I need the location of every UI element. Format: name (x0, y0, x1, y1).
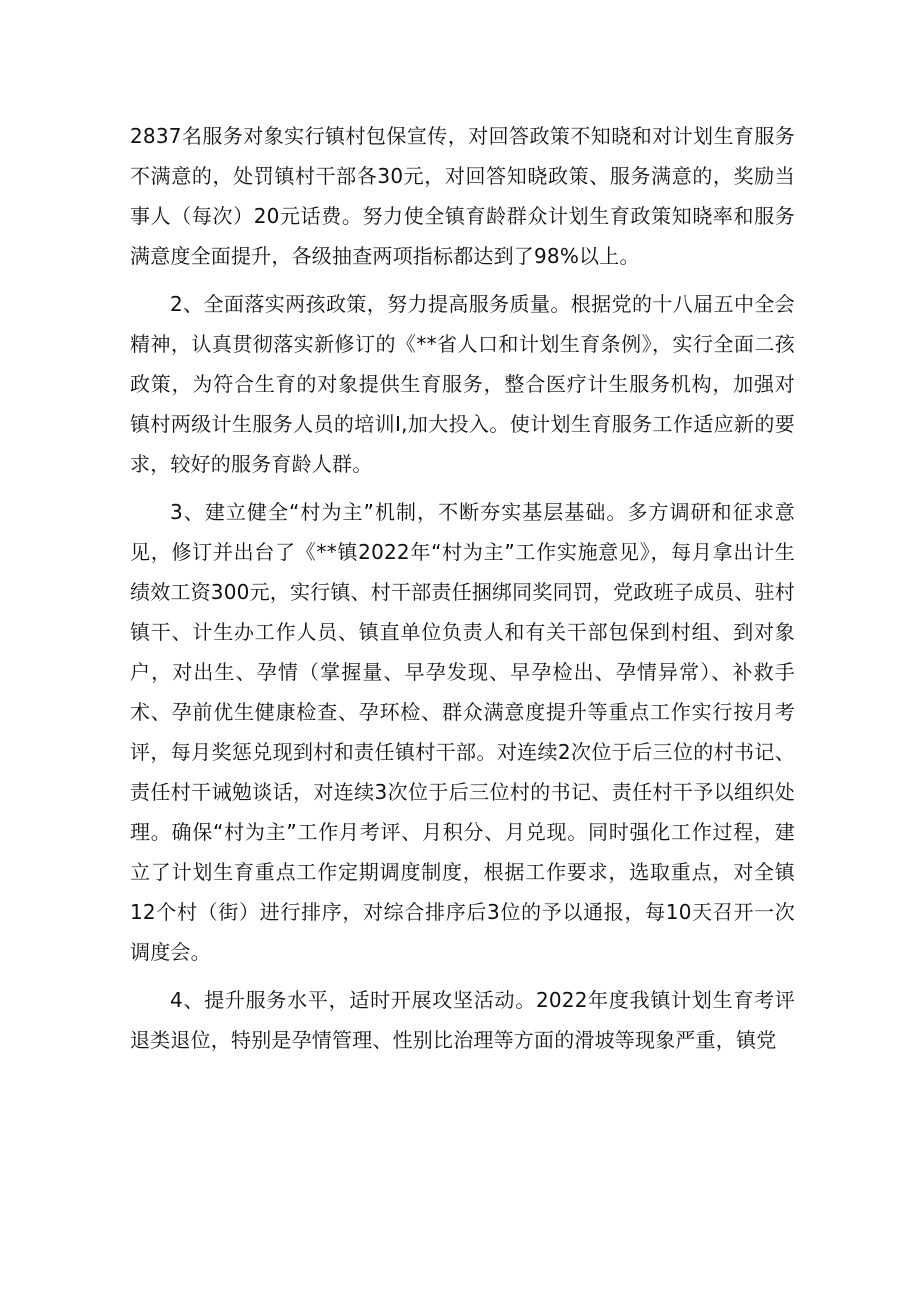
paragraph-item-2: 2、全面落实两孩政策，努力提高服务质量。根据党的十八届五中全会精神，认真贯彻落实新修订的《**省人口和计划生育条例》，实行全面二孩政策，为符合生育的对象提供生育服务，整合医疗计生服务机构，加强对镇村两级计生服务人员的培训I,加大投入。使计划生育服务工作适应新的要求，较好的服务育龄人群。 (130, 292, 795, 476)
paragraph-item-3: 3、建立健全“村为主”机制，不断夯实基层基础。多方调研和征求意见，修订并出台了《**镇2022年“村为主”工作实施意见》，每月拿出计生绩效工资300元，实行镇、村干部责任捆绑同奖同罚，党政班子成员、驻村镇干、计生办工作人员、镇直单位负责人和有关干部包保到村组、到对象户，对出生、孕情（掌握量、早孕发现、早孕检出、孕情异常）、补救手术、孕前优生健康检查、孕环检、群众满意度提升等重点工作实行按月考评，每月奖惩兑现到村和责任镇村干部。对连续2次位于后三位的村书记、责任村干诫勉谈话，对连续3次位于后三位村的书记、责任村干予以组织处理。确保“村为主”工作月考评、月积分、月兑现。同时强化工作过程，建立了计划生育重点工作定期调度制度，根据工作要求，选取重点，对全镇12个村（街）进行排序，对综合排序后3位的予以通报，每10天召开一次调度会。 (130, 500, 795, 964)
paragraph-continuation: 2837名服务对象实行镇村包保宣传，对回答政策不知晓和对计划生育服务不满意的，处罚镇村干部各30元，对回答知晓政策、服务满意的，奖励当事人（每次）20元话费。努力使全镇育龄群众计划生育政策知晓率和服务满意度全面提升，各级抽查两项指标都达到了98%以上。 (130, 124, 795, 268)
paragraph-item-4: 4、提升服务水平，适时开展攻坚活动。2022年度我镇计划生育考评退类退位，特别是孕情管理、性别比治理等方面的滑坡等现象严重，镇党 (130, 988, 795, 1052)
document-body (130, 116, 795, 1068)
